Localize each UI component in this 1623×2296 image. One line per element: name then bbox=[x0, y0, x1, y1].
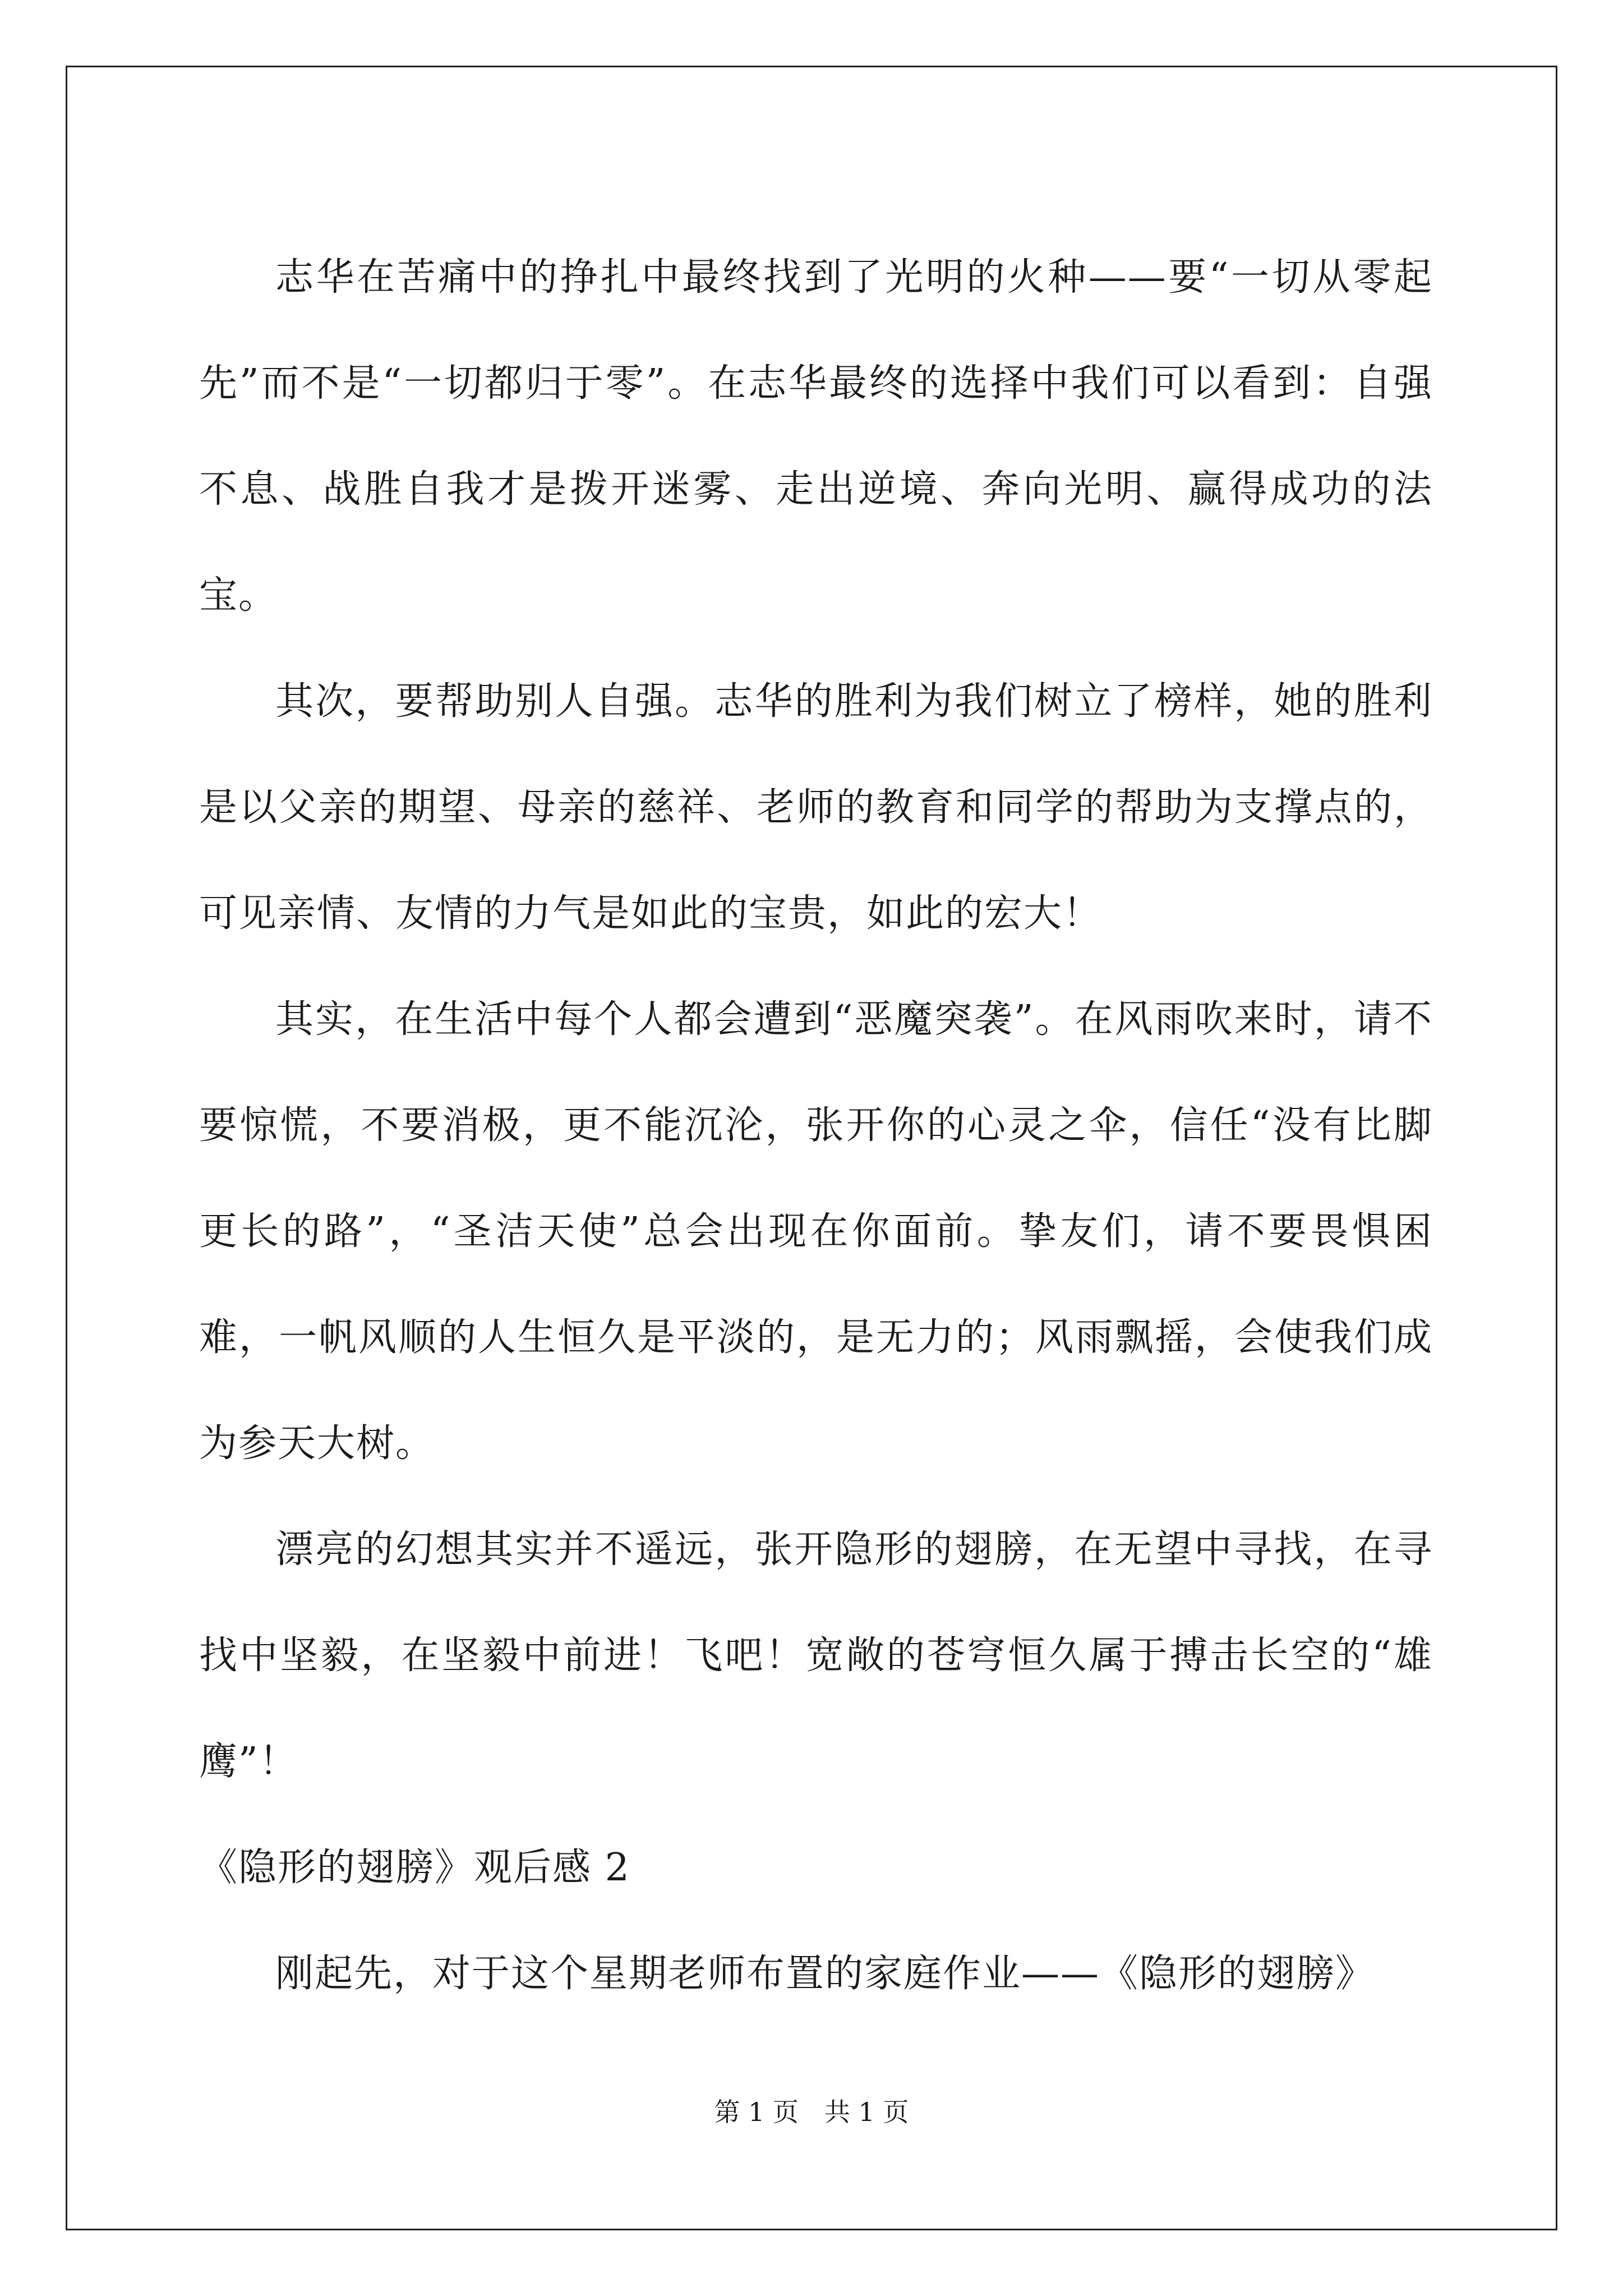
document-body bbox=[199, 224, 1433, 2027]
section-heading: 《隐形的翅膀》观后感 2 bbox=[199, 1846, 630, 1890]
paragraph-1: 志华在苦痛中的挣扎中最终找到了光明的火种——要“一切从零起先”而不是“一切都归于零”。在志华最终的选择中我们可以看到：自强不息、战胜自我才是拨开迷雾、走出逆境、奔向光明、赢得成功的法宝。 bbox=[199, 255, 1433, 618]
paragraph-3: 其实，在生活中每个人都会遭到“恶魔突袭”。在风雨吹来时，请不要惊慌，不要消极，更不能沉沦，张开你的心灵之伞，信任“没有比脚更长的路”，“圣洁天使”总会出现在你面前。挚友们，请不要畏惧困难，一帆风顺的人生恒久是平淡的，是无力的；风雨飘摇，会使我们成为参天大树。 bbox=[199, 997, 1433, 1466]
page-footer: 第 1 页 共 1 页 bbox=[714, 2097, 909, 2127]
paragraph-4: 漂亮的幻想其实并不遥远，张开隐形的翅膀，在无望中寻找，在寻找中坚毅，在坚毅中前进！飞吧！宽敞的苍穹恒久属于搏击长空的“雄鹰”！ bbox=[199, 1527, 1433, 1784]
paragraph-5: 刚起先，对于这个星期老师布置的家庭作业——《隐形的翅膀》 bbox=[275, 1952, 1375, 1996]
paragraph-2: 其次，要帮助别人自强。志华的胜利为我们树立了榜样，她的胜利是以父亲的期望、母亲的慈祥、老师的教育和同学的帮助为支撑点的，可见亲情、友情的力气是如此的宝贵，如此的宏大！ bbox=[199, 679, 1433, 936]
